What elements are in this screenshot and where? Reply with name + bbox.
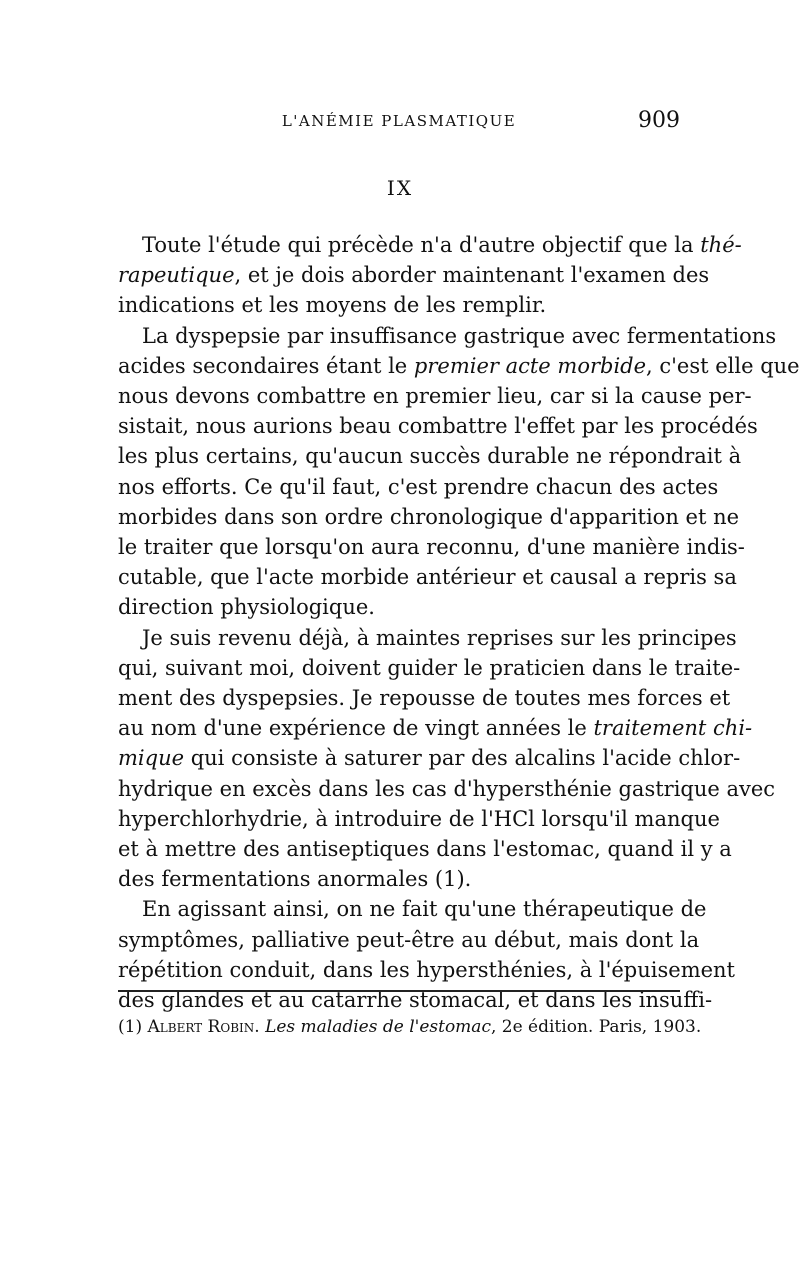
text-line: Je suis revenu déjà, à maintes reprises sur les principes <box>142 625 737 650</box>
text-line: cutable, que l'acte morbide antérieur et causal a repris sa <box>118 565 737 590</box>
text-line: le traiter que lorsqu'on aura reconnu, d'une manière indis- <box>118 535 745 560</box>
text-line: sistait, nous aurions beau combattre l'effet par les procédés <box>118 414 758 439</box>
footnote-edition: , 2e édition. Paris, 1903. <box>490 1017 702 1037</box>
text-line: mique qui consiste à saturer par des alcalins l'acide chlor- <box>118 746 741 771</box>
text-line: indications et les moyens de les remplir. <box>118 293 547 318</box>
section-number: IX <box>386 176 414 200</box>
text-line: symptômes, palliative peut-être au début, mais dont la <box>118 927 700 952</box>
text-line: direction physiologique. <box>118 595 375 620</box>
text-line: ment des dyspepsies. Je repousse de toutes mes forces et <box>118 686 731 711</box>
running-title: L'ANÉMIE PLASMATIQUE <box>281 112 517 130</box>
page-number: 909 <box>638 108 680 133</box>
paragraph-1 <box>118 230 742 321</box>
footnote-divider <box>118 990 680 992</box>
text-line: hydrique en excès dans les cas d'hypersthénie gastrique avec <box>118 776 776 801</box>
text-line: qui, suivant moi, doivent guider le praticien dans le traite- <box>118 655 741 680</box>
text-line: nous devons combattre en premier lieu, car si la cause per- <box>118 384 752 409</box>
text-line: des fermentations anormales (1). <box>118 867 472 892</box>
text-line: nos efforts. Ce qu'il faut, c'est prendre chacun des actes <box>118 474 719 499</box>
paragraph-3 <box>118 623 776 895</box>
text-line: En agissant ainsi, on ne fait qu'une thérapeutique de <box>142 897 707 922</box>
running-head <box>118 108 680 138</box>
text-line: hyperchlorhydrie, à introduire de l'HCl lorsqu'il manque <box>118 806 720 831</box>
text-line: des glandes et au catarrhe stomacal, et dans les insuffi- <box>118 988 713 1013</box>
footnote-marker: (1) <box>118 1017 143 1037</box>
text-line: Toute l'étude qui précède n'a d'autre objectif que la thé- <box>142 233 742 257</box>
paragraph-4 <box>118 894 735 1015</box>
text-line: répétition conduit, dans les hypersthénies, à l'épuisement <box>118 957 735 982</box>
text-line: les plus certains, qu'aucun succès durable ne répondrait à <box>118 444 742 469</box>
text-line: au nom d'une expérience de vingt années le traitement chi- <box>118 716 753 741</box>
paragraph-2 <box>118 321 800 623</box>
footnote-author: Albert Robin. <box>147 1017 260 1037</box>
text-line: rapeutique, et je dois aborder maintenant l'examen des <box>118 263 710 288</box>
text-line: morbides dans son ordre chronologique d'apparition et ne <box>118 504 740 529</box>
text-line: et à mettre des antiseptiques dans l'estomac, quand il y a <box>118 837 732 862</box>
text-line: La dyspepsie par insuffisance gastrique avec fermentations <box>142 323 777 348</box>
text-line: acides secondaires étant le premier acte morbide, c'est elle que <box>118 353 800 378</box>
footnote <box>118 1017 702 1037</box>
body-text <box>118 230 800 1015</box>
footnote-title: Les maladies de l'estomac <box>265 1017 491 1037</box>
